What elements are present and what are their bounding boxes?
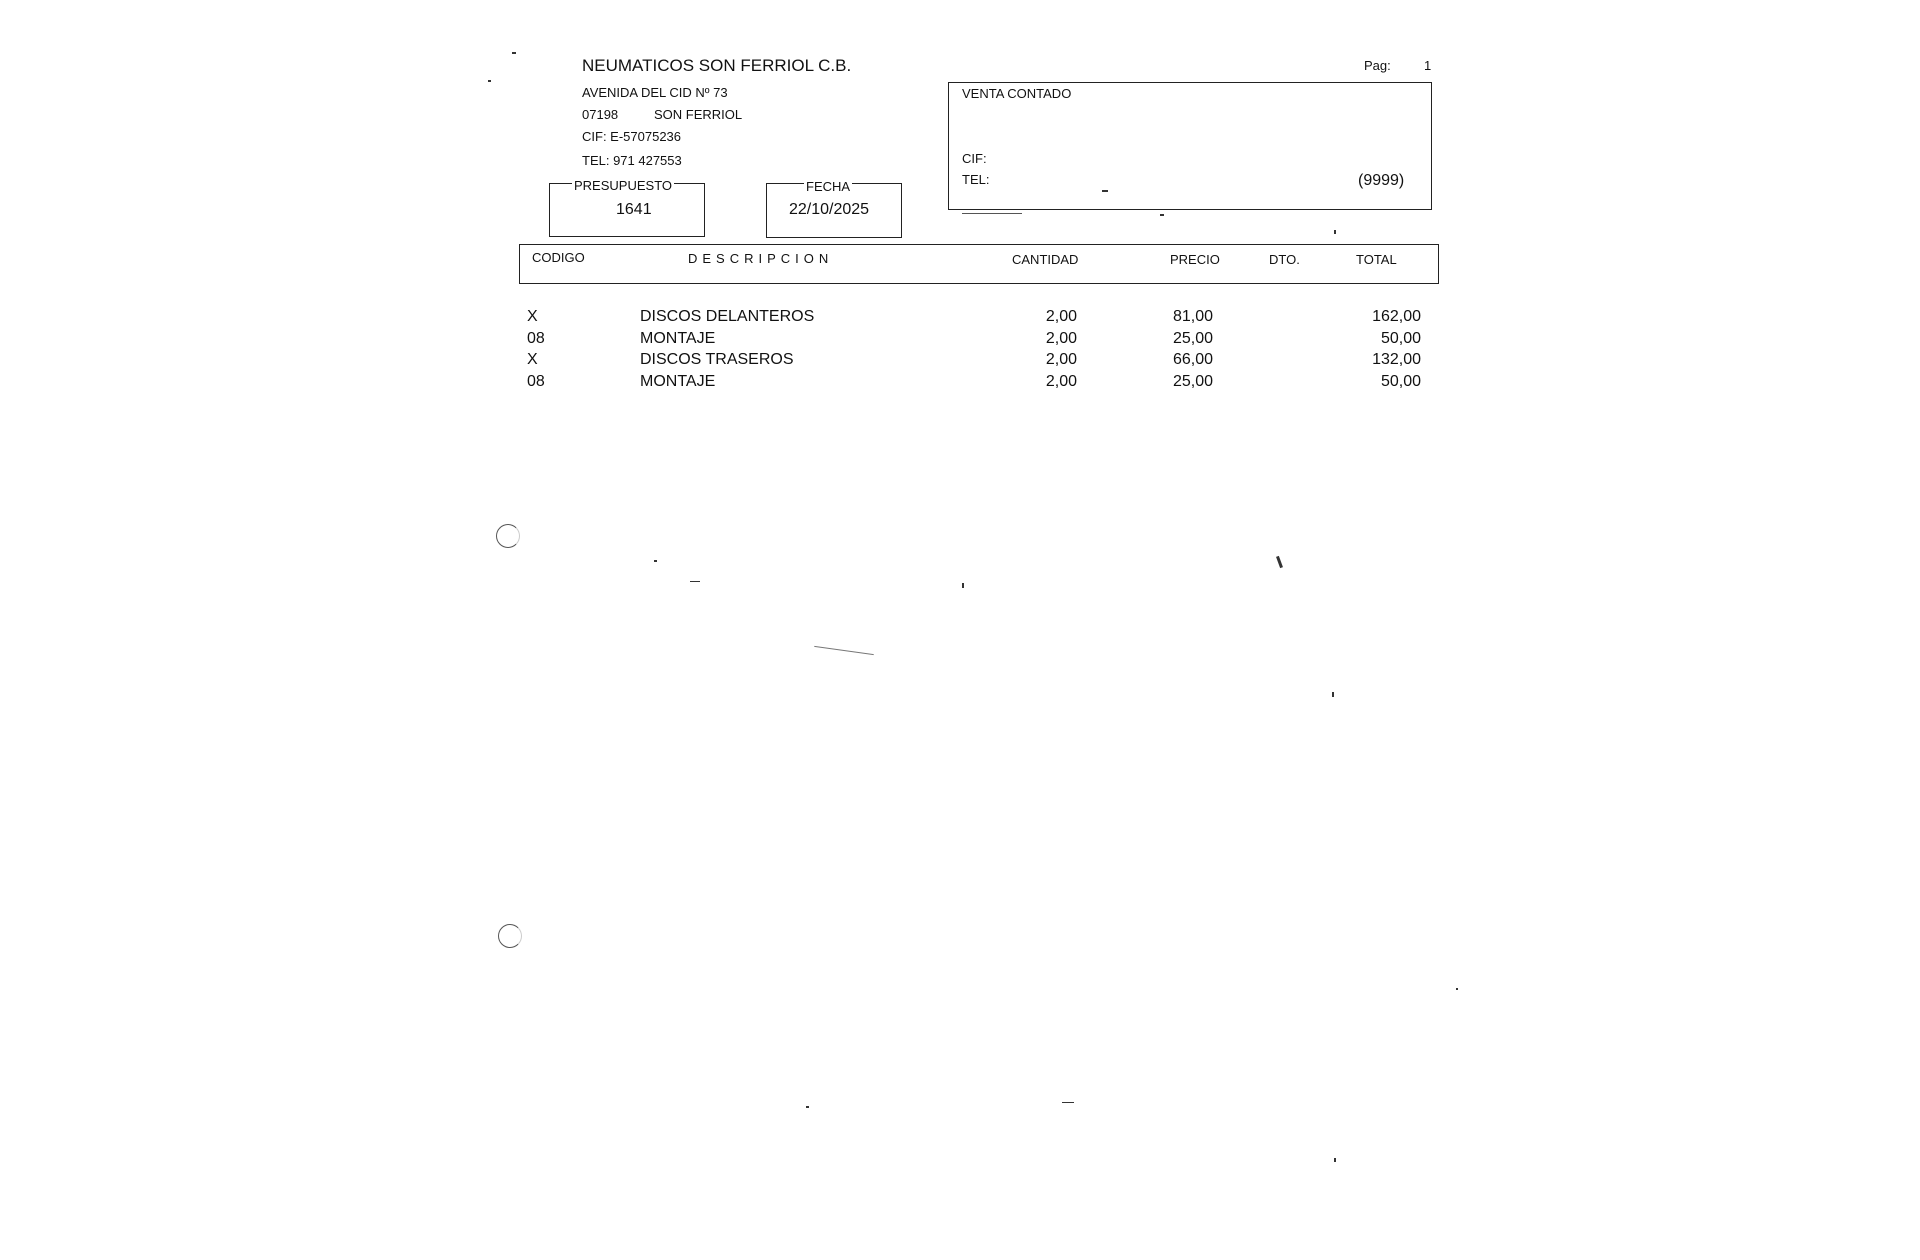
header-dto: DTO. [1269, 252, 1300, 267]
punch-hole-mark [496, 524, 520, 548]
scan-speck [962, 583, 964, 588]
scan-speck [654, 560, 657, 562]
row-description: MONTAJE [640, 329, 716, 347]
page-number: 1 [1424, 58, 1432, 73]
table-row [0, 373, 1920, 395]
punch-hole-mark [498, 924, 522, 948]
scan-speck [814, 646, 874, 655]
scan-speck [1456, 988, 1458, 990]
row-total: 50,00 [1380, 329, 1421, 347]
row-quantity: 2,00 [1045, 308, 1077, 325]
row-code: X [527, 351, 538, 368]
scan-speck [1160, 214, 1164, 216]
header-descripcion: DESCRIPCION [688, 251, 834, 266]
row-description: MONTAJE [640, 372, 716, 390]
line-items [0, 308, 1920, 394]
fecha-label: FECHA [806, 179, 851, 194]
row-price: 25,00 [1172, 372, 1213, 390]
row-quantity: 2,00 [1045, 372, 1077, 390]
table-header-box [519, 244, 1439, 284]
table-row [0, 330, 1920, 352]
customer-tel-label: TEL: [962, 172, 990, 187]
customer-box [948, 82, 1432, 210]
table-row [0, 308, 1920, 330]
page-label: Pag: [1364, 58, 1391, 73]
scan-speck [962, 213, 1022, 214]
row-quantity: 2,00 [1045, 329, 1077, 347]
customer-cif-label: CIF: [962, 151, 987, 166]
presupuesto-number: 1641 [616, 201, 652, 218]
scan-speck [1102, 190, 1108, 192]
table-row [0, 351, 1920, 373]
customer-label: VENTA CONTADO [962, 86, 1072, 101]
row-total: 162,00 [1372, 308, 1421, 325]
row-description: DISCOS TRASEROS [640, 351, 794, 368]
header-total: TOTAL [1356, 252, 1397, 267]
scan-speck [1062, 1102, 1074, 1103]
scan-speck [512, 52, 516, 54]
header-precio: PRECIO [1170, 252, 1220, 267]
presupuesto-label: PRESUPUESTO [574, 178, 673, 193]
scan-speck [1332, 692, 1334, 697]
row-description: DISCOS DELANTEROS [640, 308, 815, 325]
company-name: NEUMATICOS SON FERRIOL C.B. [582, 56, 852, 75]
company-postal-code: 07198 [582, 107, 619, 122]
company-cif: CIF: E-57075236 [582, 129, 682, 144]
row-quantity: 2,00 [1045, 351, 1077, 368]
scan-speck [806, 1106, 809, 1108]
row-total: 50,00 [1380, 372, 1421, 390]
company-tel: TEL: 971 427553 [582, 153, 682, 168]
row-price: 25,00 [1172, 329, 1213, 347]
customer-phone: (9999) [1358, 172, 1405, 189]
scan-speck [488, 80, 491, 82]
company-city: SON FERRIOL [654, 107, 743, 122]
scan-speck [1334, 230, 1336, 234]
scan-speck [1334, 1158, 1336, 1162]
header-codigo: CODIGO [532, 250, 585, 265]
scan-speck [1276, 556, 1283, 568]
row-code: 08 [527, 372, 545, 390]
row-price: 66,00 [1172, 351, 1213, 368]
fecha-value: 22/10/2025 [789, 201, 870, 218]
row-price: 81,00 [1172, 308, 1213, 325]
row-code: 08 [527, 329, 545, 347]
header-cantidad: CANTIDAD [1012, 252, 1079, 267]
row-total: 132,00 [1372, 351, 1421, 368]
row-code: X [527, 308, 538, 325]
company-address: AVENIDA DEL CID Nº 73 [582, 85, 728, 100]
scan-speck [690, 581, 700, 582]
